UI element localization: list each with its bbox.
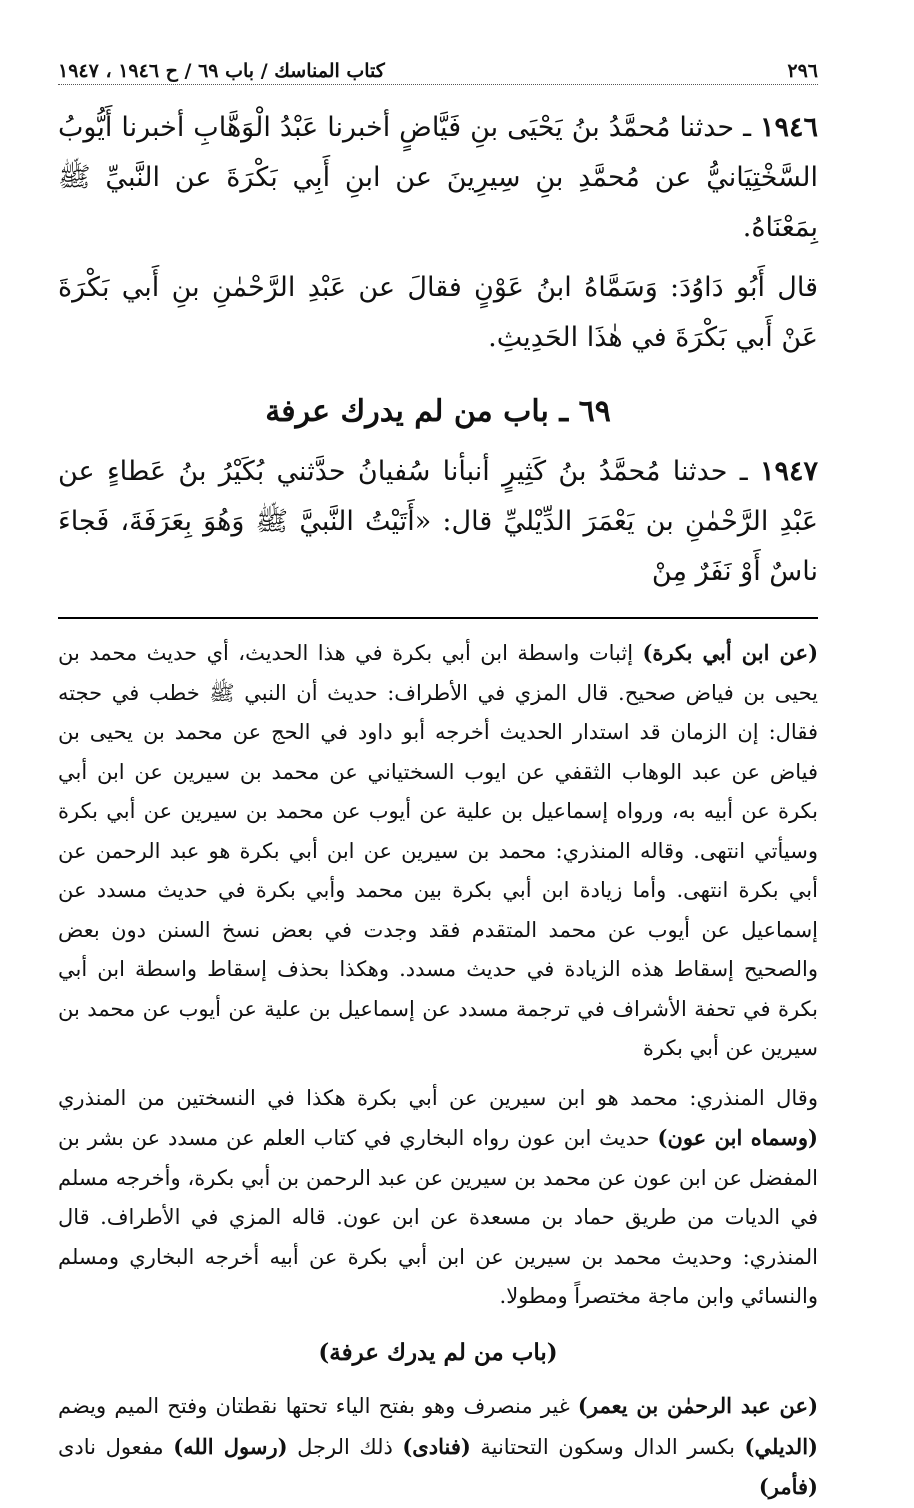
hadith-number: ١٩٤٦ [759, 112, 818, 143]
hadith-1946 [58, 103, 818, 253]
page-number: ٢٩٦ [787, 60, 818, 82]
chapter-heading: ٦٩ ـ باب من لم يدرك عرفة [265, 394, 611, 429]
commentary-text: حديث ابن عون رواه البخاري في كتاب العلم عن مسدد عن بشر بن المفضل عن ابن عون عن محمد بن سيرين عن عبد الرحمن بن أبي بكرة، وأخرجه مسلم في الديات من طريق حماد بن مسعدة عن ابن عون. قاله المزي في الأطراف. قال المنذري: وحديث محمد بن سيرين عن ابن أبي بكرة عن أبيه أخرجه البخاري ومسلم والنسائي وابن ماجة مختصراً ومطولا. [58, 1126, 818, 1308]
commentary-text: ذلك الرجل [287, 1434, 403, 1459]
section-title: (باب من لم يدرك عرفة) [318, 1338, 558, 1366]
main-text [58, 103, 818, 597]
book-page [58, 52, 818, 1508]
commentary-paragraph [58, 1386, 818, 1508]
running-title: كتاب المناسك / باب ٦٩ / ح ١٩٤٦ ، ١٩٤٧ [58, 60, 385, 82]
hadith-text: ـ حدثنا مُحمَّدُ بنُ يَحْيَى بنِ فَيَّاضٍ أخبرنا عَبْدُ الْوَهَّابِ أخبرنا أَيُّوبُ السَّخْتِيَانيُّ عن مُحمَّدِ بنِ سِيرِينَ عن ابنِ أَبِي بَكْرَةَ عن النَّبيِّ ﷺ بِمَعْنَاهُ. [58, 112, 818, 243]
commentary-text: بكسر الدال وسكون التحتانية [470, 1434, 745, 1459]
commentary-paragraph [58, 633, 818, 1069]
footnote-divider [58, 617, 818, 619]
commentary-text: وقال المنذري: محمد هو ابن سيرين عن أبي بكرة هكذا في النسختين من المنذري [58, 1085, 818, 1110]
commentary-text: مفعول نادى [58, 1434, 174, 1459]
hadith-1947 [58, 447, 818, 597]
page-header [58, 52, 818, 85]
commentary-paragraph [58, 1079, 818, 1317]
lemma: (وسماه ابن عون) [657, 1125, 818, 1150]
commentary-text: غير منصرف وهو بفتح الياء تحتها نقطتان وفتح الميم ويضم [58, 1394, 578, 1418]
hadith-number: ١٩٤٧ [759, 456, 818, 487]
lemma: (فنادى) [402, 1433, 471, 1459]
hadith-text: ـ حدثنا مُحمَّدُ بنُ كَثِيرٍ أنبأنا سُفيانُ حدَّثني بُكَيْرُ بنُ عَطاءٍ عن عَبْدِ الرَّحْمٰنِ بن يَعْمَرَ الدِّيْليِّ قال: «أَتَيْتُ النَّبيَّ ﷺ وَهُوَ بِعَرَفَةَ، فَجاءَ ناسٌ أَوْ نَفَرٌ مِنْ [58, 456, 818, 587]
lemma: (رسول الله) [173, 1433, 288, 1459]
lemma: (فأمر) [758, 1474, 818, 1499]
abu-dawud-note: قال أَبُو دَاوُدَ: وَسَمَّاهُ ابنُ عَوْنٍ فقالَ عن عَبْدِ الرَّحْمٰنِ بنِ أَبي بَكْرَةَ عَنْ أَبي بَكْرَةَ في هٰذَا الحَدِيثِ. [58, 272, 818, 353]
commentary [58, 633, 818, 1508]
lemma: (عن عبد الرحمٰن بن يعمر) [577, 1393, 818, 1418]
commentary-text: إثبات واسطة ابن أبي بكرة في هذا الحديث، أي حديث محمد بن يحيى بن فياض صحيح. قال المزي في الأطراف: حديث أن النبي ﷺ خطب في حجته فقال: إن الزمان قد استدار الحديث أخرجه أبو داود في الحج عن محمد بن يحيى بن فياض عن عبد الوهاب الثقفي عن ايوب السختياني عن محمد بن سيرين عن ابن أبي بكرة عن أبيه به، ورواه إسماعيل بن علية عن أيوب عن محمد بن سيرين عن أبي بكرة وسيأتي انتهى. وقاله المنذري: محمد بن سيرين عن ابن أبي بكرة هو عبد الرحمن عن أبي بكرة انتهى. وأما زيادة ابن أبي بكرة بين محمد وأبي بكرة في حديث مسدد عن إسماعيل عن أيوب عن محمد المتقدم فقد وجدت في بعض نسخ السنن دون بعض والصحيح إسقاط هذه الزيادة في حديث مسدد. وهكذا بحذف إسقاط واسطة ابن أبي بكرة في تحفة الأشراف في ترجمة مسدد عن إسماعيل بن علية عن أيوب عن محمد بن سيرين عن أبي بكرة [58, 641, 818, 1060]
lemma: (الديلي) [744, 1433, 818, 1459]
lemma: (عن ابن أبي بكرة) [642, 640, 819, 665]
